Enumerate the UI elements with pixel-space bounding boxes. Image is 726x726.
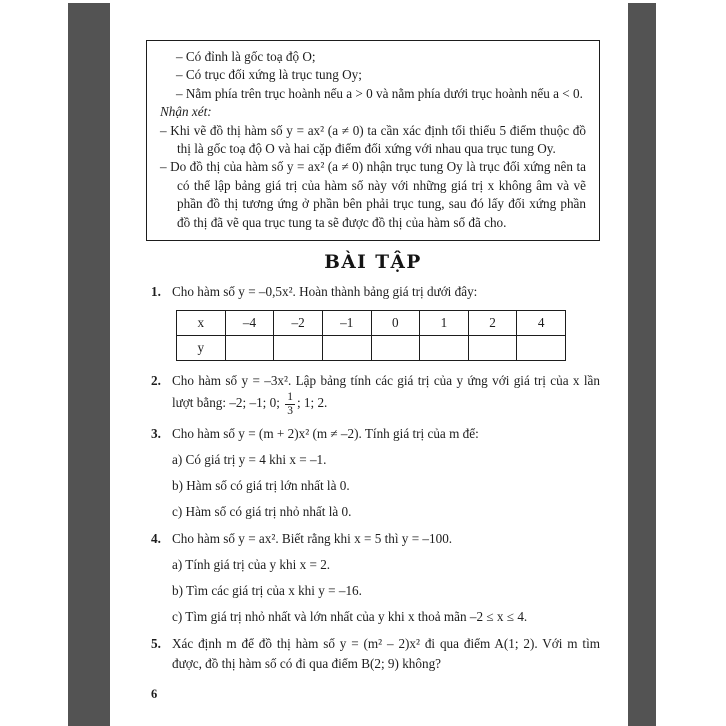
note-item: – Do đồ thị của hàm số y = ax² (a ≠ 0) nhận trục tung Oy là trục đối xứng nên ta có thể lập bảng giá trị của hàm số này với những giá trị x không âm và vẽ phần đồ thị tương ứng ở phần bên phải trục tung, sau đó lấy đối xứng phần đồ thị đã vẽ qua trục tung ta sẽ được đồ thị của hàm số đã cho. (160, 159, 586, 230)
table-cell (225, 336, 274, 361)
exercise-number: 4. (151, 531, 161, 547)
table-cell: 1 (420, 311, 469, 336)
table-cell: –1 (322, 311, 371, 336)
exercise-4 (146, 529, 600, 549)
exercise-text: Xác định m để đồ thị hàm số y = (m² – 2)x² đi qua điểm A(1; 2). Với m tìm được, đồ thị hàm số có đi qua điểm B(2; 9) không? (172, 636, 600, 672)
exercise-4-sub-b: b) Tìm các giá trị của x khi y = –16. (172, 583, 362, 599)
box-item: – Có trục đối xứng là trục tung Oy; (176, 67, 362, 83)
exercise-number: 1. (151, 284, 161, 300)
fraction-denominator: 3 (287, 404, 293, 417)
note-item: – Khi vẽ đồ thị hàm số y = ax² (a ≠ 0) ta cần xác định tối thiểu 5 điểm thuộc đồ thị là gốc toạ độ O và hai cặp điểm đối xứng với nhau qua trục tung Oy. (160, 122, 586, 157)
table-cell: 0 (371, 311, 420, 336)
table-cell: –4 (225, 311, 274, 336)
table-row (177, 336, 566, 361)
table-cell: –2 (274, 311, 323, 336)
exercise-number: 3. (151, 426, 161, 442)
exercise-3-sub-a: a) Có giá trị y = 4 khi x = –1. (172, 452, 327, 468)
box-item: – Có đỉnh là gốc toạ độ O; (176, 49, 316, 64)
table-cell (420, 336, 469, 361)
photo-backdrop-left (68, 3, 110, 726)
fraction-one-third (285, 391, 295, 417)
table-cell (371, 336, 420, 361)
photo-backdrop-right (628, 3, 656, 726)
box-item: – Nằm phía trên trục hoành nếu a > 0 và nằm phía dưới trục hoành nếu a < 0. (176, 85, 583, 101)
fraction-numerator: 1 (287, 391, 293, 404)
exercise-text: Cho hàm số y = (m + 2)x² (m ≠ –2). Tính giá trị của m để: (172, 426, 479, 442)
note-label: Nhận xét: (160, 104, 212, 120)
exercise-text: Cho hàm số y = ax². Biết rằng khi x = 5 thì y = –100. (172, 531, 453, 547)
exercise-number: 5. (151, 636, 161, 652)
table-cell (517, 336, 566, 361)
values-table (176, 310, 566, 361)
exercise-1 (146, 282, 600, 302)
exercise-number: 2. (151, 373, 161, 389)
book-page (110, 0, 628, 726)
table-cell (274, 336, 323, 361)
exercise-text-before: Cho hàm số y = –3x². Lập bảng tính các giá trị của y ứng với giá trị của x lần lượt bằng: –2; –1; 0; (172, 373, 600, 410)
exercise-3-sub-b: b) Hàm số có giá trị lớn nhất là 0. (172, 478, 350, 494)
table-cell: 4 (517, 311, 566, 336)
exercise-5 (146, 634, 600, 674)
page-number: 6 (151, 687, 158, 702)
exercise-3-sub-c: c) Hàm số có giá trị nhỏ nhất là 0. (172, 504, 352, 520)
table-cell: x (177, 311, 226, 336)
exercise-4-sub-c: c) Tìm giá trị nhỏ nhất và lớn nhất của y khi x thoả mãn –2 ≤ x ≤ 4. (172, 609, 528, 625)
table-cell: y (177, 336, 226, 361)
table-row (177, 311, 566, 336)
exercise-text-after: ; 1; 2. (296, 394, 328, 410)
page-content (146, 40, 600, 702)
properties-box (146, 40, 600, 241)
exercise-text: Cho hàm số y = –0,5x². Hoàn thành bảng giá trị dưới đây: (172, 284, 478, 300)
table-cell (322, 336, 371, 361)
exercise-4-sub-a: a) Tính giá trị của y khi x = 2. (172, 557, 331, 573)
exercises-heading: BÀI TẬP (324, 252, 422, 274)
exercise-text (172, 373, 600, 417)
table-cell (468, 336, 517, 361)
table-cell: 2 (468, 311, 517, 336)
exercise-2 (146, 371, 600, 417)
exercise-3 (146, 424, 600, 444)
